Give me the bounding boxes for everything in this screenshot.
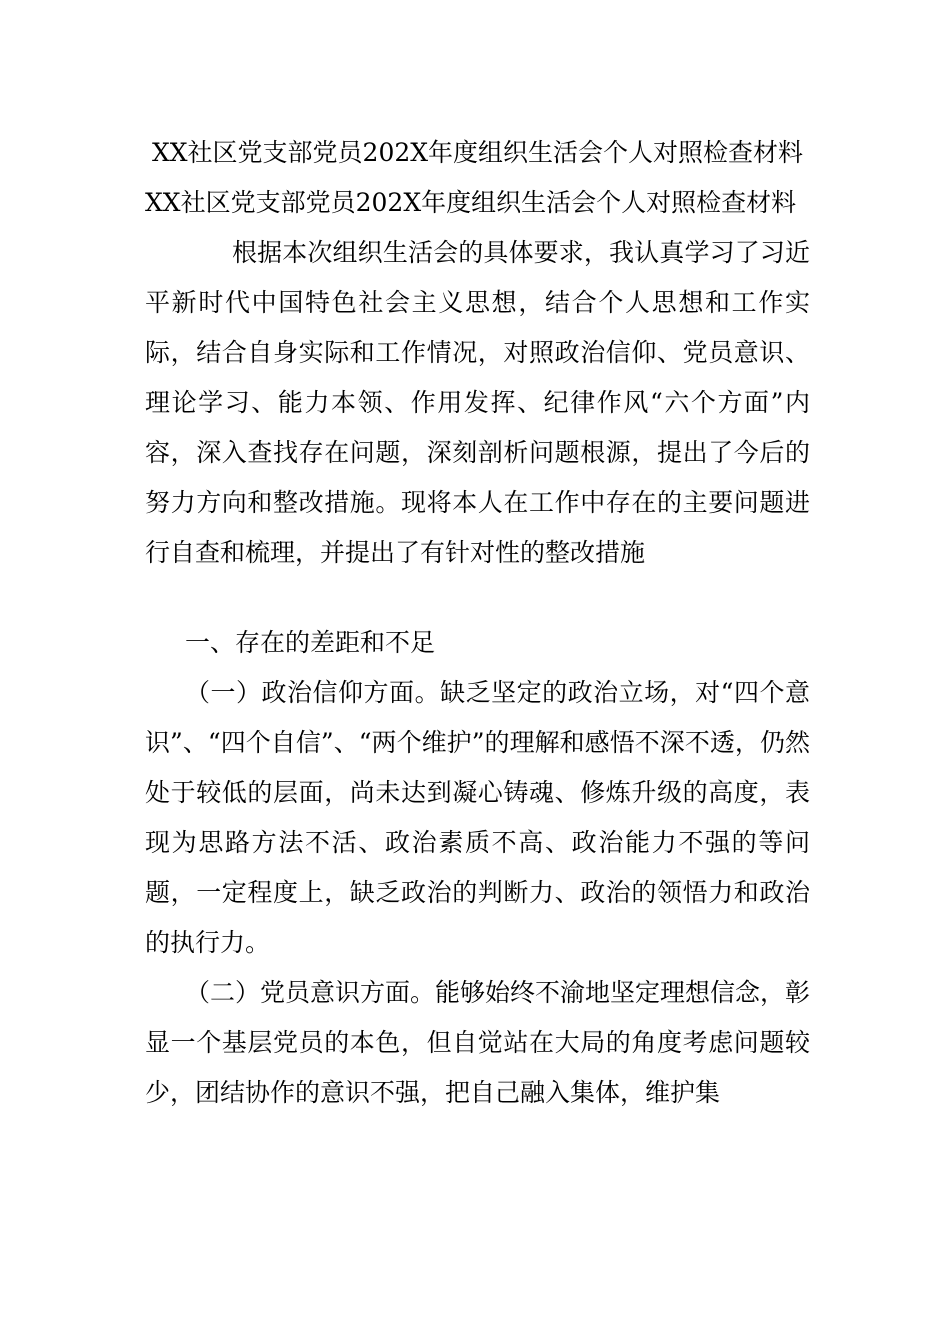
section-heading: 一、存在的差距和不足	[185, 628, 436, 657]
paragraph-spacer	[145, 578, 810, 618]
intro-paragraph: 根据本次组织生活会的具体要求，我认真学习了习近平新时代中国特色社会主义思想，结合个人思想和工作实际，结合自身实际和工作情况，对照政治信仰、党员意识、理论学习、能力本领、作用发挥、纪律作风“六个方面”内容，深入查找存在问题，深刻剖析问题根源，提出了今后的努力方向和整改措施。现将本人在工作中存在的主要问题进行自查和梳理，并提出了有针对性的整改措施	[145, 238, 810, 567]
document-title: XX社区党支部党员202X年度组织生活会个人对照检查材料	[151, 138, 804, 167]
body-paragraph-political-belief: （一）政治信仰方面。缺乏坚定的政治立场，对“四个意识”、“四个自信”、“两个维护”的理解和感悟不深不透，仍然处于较低的层面，尚未达到凝心铸魂、修炼升级的高度，表现为思路方法不活、政治素质不高、政治能力不强的等问题，一定程度上，缺乏政治的判断力、政治的领悟力和政治的执行力。	[145, 678, 810, 957]
body-paragraph-party-awareness: （二）党员意识方面。能够始终不渝地坚定理想信念，彰显一个基层党员的本色，但自觉站在大局的角度考虑问题较少，团结协作的意识不强，把自己融入集体，维护集	[145, 978, 811, 1107]
document-title-repeat: XX社区党支部党员202X年度组织生活会个人对照检查材料	[145, 188, 797, 217]
document-body	[145, 128, 810, 1118]
